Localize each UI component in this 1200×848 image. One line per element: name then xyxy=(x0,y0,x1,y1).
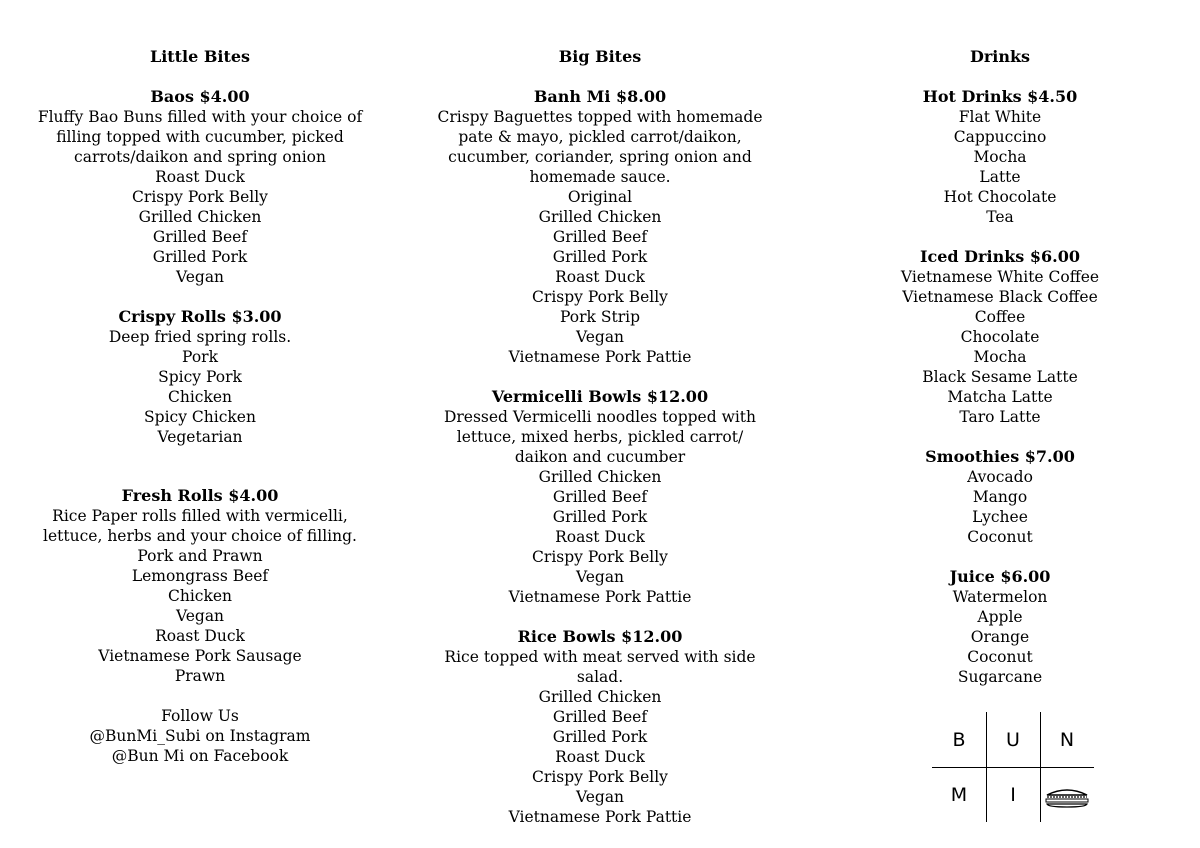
menu-item: Roast Duck xyxy=(555,528,645,546)
section-description: carrots/daikon and spring onion xyxy=(74,148,326,166)
menu-item: Matcha Latte xyxy=(947,388,1053,406)
follow-heading: Follow Us xyxy=(161,707,239,725)
menu-item: Grilled Chicken xyxy=(538,688,662,706)
section-title: Fresh Rolls $4.00 xyxy=(121,486,279,505)
menu-item: Vegan xyxy=(575,328,625,346)
menu-item: Coconut xyxy=(967,528,1033,546)
menu-item: Vegetarian xyxy=(157,428,243,446)
column-title: Little Bites xyxy=(149,47,251,66)
column-little-bites xyxy=(0,47,400,766)
big-bites-sections xyxy=(400,87,800,827)
menu-section xyxy=(0,307,400,447)
section-title: Crispy Rolls $3.00 xyxy=(118,307,282,326)
logo-letter: I xyxy=(1010,784,1016,806)
section-description: Crispy Baguettes topped with homemade xyxy=(437,108,763,126)
menu-item: Grilled Beef xyxy=(552,708,648,726)
menu-item: Grilled Beef xyxy=(152,228,248,246)
section-description: Fluffy Bao Buns filled with your choice of xyxy=(37,108,363,126)
menu-item: Grilled Pork xyxy=(152,248,248,266)
menu-item: Mocha xyxy=(973,148,1027,166)
menu-item: Crispy Pork Belly xyxy=(532,288,668,306)
menu-item: Vietnamese Pork Pattie xyxy=(508,588,692,606)
follow-us xyxy=(0,706,400,766)
section-description: daikon and cucumber xyxy=(514,448,686,466)
menu-section xyxy=(400,87,800,367)
column-drinks xyxy=(800,47,1200,707)
spacer xyxy=(0,467,400,486)
section-title: Hot Drinks $4.50 xyxy=(922,87,1078,106)
menu-item: Grilled Beef xyxy=(552,488,648,506)
menu-item: Roast Duck xyxy=(555,748,645,766)
menu-item: Roast Duck xyxy=(155,168,245,186)
menu-item: Roast Duck xyxy=(555,268,645,286)
section-title: Vermicelli Bowls $12.00 xyxy=(491,387,709,406)
menu-item: Chicken xyxy=(167,587,233,605)
menu-section xyxy=(0,486,400,686)
menu-item: Vietnamese Pork Sausage xyxy=(98,647,302,665)
section-description: lettuce, mixed herbs, pickled carrot/ xyxy=(456,428,744,446)
menu-item: Pork Strip xyxy=(560,308,640,326)
menu-item: Grilled Chicken xyxy=(538,468,662,486)
logo-divider xyxy=(932,767,1094,768)
menu-item: Grilled Beef xyxy=(552,228,648,246)
menu-item: Grilled Pork xyxy=(552,508,648,526)
menu-section xyxy=(400,387,800,607)
menu-section xyxy=(800,87,1200,227)
section-title: Banh Mi $8.00 xyxy=(533,87,667,106)
menu-item: Grilled Chicken xyxy=(138,208,262,226)
logo-letter: U xyxy=(1006,729,1020,751)
column-title: Big Bites xyxy=(558,47,642,66)
menu-item: Spicy Pork xyxy=(158,368,242,386)
menu-item: Flat White xyxy=(958,108,1042,126)
section-description: lettuce, herbs and your choice of filling. xyxy=(43,527,357,545)
menu-item: Sugarcane xyxy=(957,668,1043,686)
menu-item: Vegan xyxy=(175,607,225,625)
section-description: Rice Paper rolls filled with vermicelli, xyxy=(52,507,348,525)
section-title: Smoothies $7.00 xyxy=(925,447,1075,466)
menu-section xyxy=(400,627,800,827)
menu-item: Lychee xyxy=(972,508,1028,526)
menu-item: Latte xyxy=(979,168,1021,186)
menu-item: Spicy Chicken xyxy=(144,408,256,426)
menu-item: Coconut xyxy=(967,648,1033,666)
section-description: salad. xyxy=(576,668,624,686)
section-description: Deep fried spring rolls. xyxy=(108,328,292,346)
menu-section xyxy=(800,447,1200,547)
drinks-sections xyxy=(800,87,1200,687)
menu-item: Hot Chocolate xyxy=(943,188,1057,206)
bun-mi-logo xyxy=(932,712,1094,822)
menu-section xyxy=(800,247,1200,427)
logo-letter: B xyxy=(952,729,966,751)
menu-item: Taro Latte xyxy=(959,408,1041,426)
menu-item: Vegan xyxy=(175,268,225,286)
menu-item: Vietnamese Pork Pattie xyxy=(508,348,692,366)
logo-letter: N xyxy=(1059,729,1075,751)
section-description: cucumber, coriander, spring onion and xyxy=(448,148,752,166)
menu-item: Lemongrass Beef xyxy=(131,567,269,585)
section-title: Rice Bowls $12.00 xyxy=(517,627,683,646)
menu-section xyxy=(0,87,400,287)
menu-item: Chicken xyxy=(167,388,233,406)
menu-item: Crispy Pork Belly xyxy=(532,548,668,566)
menu-item: Apple xyxy=(977,608,1023,626)
menu-section xyxy=(800,567,1200,687)
logo-letter: M xyxy=(950,784,968,806)
section-title: Baos $4.00 xyxy=(150,87,250,106)
section-description: pate & mayo, pickled carrot/daikon, xyxy=(458,128,742,146)
menu-item: Black Sesame Latte xyxy=(922,368,1078,386)
menu-item: Tea xyxy=(986,208,1014,226)
menu-item: Vegan xyxy=(575,788,625,806)
menu-item: Cappuccino xyxy=(953,128,1047,146)
menu-item: Avocado xyxy=(967,468,1033,486)
menu-item: Pork and Prawn xyxy=(137,547,263,565)
menu-item: Coffee xyxy=(974,308,1026,326)
section-description: Rice topped with meat served with side xyxy=(444,648,756,666)
menu-item: Chocolate xyxy=(960,328,1040,346)
menu-item: Watermelon xyxy=(952,588,1048,606)
menu-item: Vietnamese Pork Pattie xyxy=(508,808,692,826)
menu-item: Vietnamese White Coffee xyxy=(900,268,1100,286)
section-description: homemade sauce. xyxy=(529,168,671,186)
column-title: Drinks xyxy=(969,47,1031,66)
menu-item: Mocha xyxy=(973,348,1027,366)
column-big-bites xyxy=(400,47,800,847)
menu-item: Grilled Pork xyxy=(552,728,648,746)
menu-item: Mango xyxy=(972,488,1028,506)
section-description: filling topped with cucumber, picked xyxy=(56,128,344,146)
menu-item: Original xyxy=(567,188,633,206)
sandwich-icon xyxy=(1044,786,1090,808)
menu-item: Crispy Pork Belly xyxy=(132,188,268,206)
menu-item: Grilled Chicken xyxy=(538,208,662,226)
little-bites-sections xyxy=(0,87,400,686)
menu-item: Vietnamese Black Coffee xyxy=(902,288,1098,306)
section-title: Juice $6.00 xyxy=(949,567,1051,586)
menu-item: Prawn xyxy=(174,667,226,685)
menu-item: Grilled Pork xyxy=(552,248,648,266)
facebook-handle: @Bun Mi on Facebook xyxy=(111,747,289,765)
menu-item: Vegan xyxy=(575,568,625,586)
menu-item: Orange xyxy=(970,628,1030,646)
menu-item: Roast Duck xyxy=(155,627,245,645)
menu-item: Pork xyxy=(182,348,218,366)
menu-item: Crispy Pork Belly xyxy=(532,768,668,786)
instagram-handle: @BunMi_Subi on Instagram xyxy=(89,727,311,745)
section-description: Dressed Vermicelli noodles topped with xyxy=(443,408,757,426)
section-title: Iced Drinks $6.00 xyxy=(920,247,1080,266)
